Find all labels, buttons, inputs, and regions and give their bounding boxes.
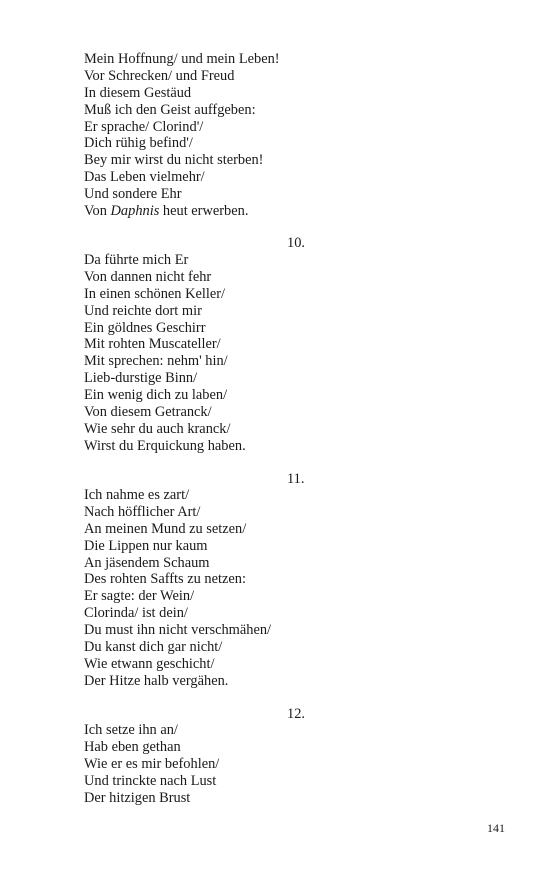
poem-line: Du kanst dich gar nicht/	[84, 639, 223, 656]
poem-line: Von diesem Getranck/	[84, 404, 212, 421]
poem-line: Wie sehr du auch kranck/	[84, 420, 231, 437]
poem-line: Lieb-durstige Binn/	[84, 370, 198, 387]
poem-line: An jäsendem Schaum	[84, 554, 210, 571]
poem-line: Ich setze ihn an/	[84, 722, 178, 738]
poem-line: Nach höfflicher Art/	[84, 503, 201, 520]
poem-line: Muß ich den Geist auffgeben:	[84, 101, 256, 118]
poem-line: Und trinckte nach Lust	[84, 772, 217, 789]
poem-line: Ich nahme es zart/	[84, 487, 190, 503]
poem-line: Und sondere Ehr	[84, 186, 182, 203]
poem-line: Das Leben vielmehr/	[84, 169, 205, 186]
poem-line: Des rohten Saffts zu netzen:	[84, 571, 246, 588]
poem-line: Vor Schrecken/ und Freud	[84, 67, 235, 84]
poem-line: Ein wenig dich zu laben/	[84, 387, 228, 404]
stanza-9	[84, 51, 504, 220]
poem-line-last	[84, 203, 504, 220]
poem-line: Der hitzigen Brust	[84, 789, 191, 806]
poem-line: Mit rohten Muscateller/	[84, 336, 221, 353]
stanza-number-12: 12.	[287, 706, 305, 722]
poem-line: Da führte mich Er	[84, 252, 189, 268]
poem-line: Du must ihn nicht verschmähen/	[84, 622, 272, 639]
poem-line: Wie etwann geschicht/	[84, 655, 215, 672]
poem-line: Er sagte: der Wein/	[84, 588, 195, 605]
poem-line: Hab eben gethan	[84, 738, 181, 755]
poem-line: Die Lippen nur kaum	[84, 537, 208, 554]
stanza-11	[84, 487, 504, 690]
stanza-number-10: 10.	[287, 235, 305, 251]
poem-line: Wie er es mir befohlen/	[84, 755, 220, 772]
stanza-12	[84, 722, 504, 806]
poem-line: In einen schönen Keller/	[84, 285, 226, 302]
poem-line: Er sprache/ Clorind'/	[84, 118, 204, 135]
line-prefix: Von	[84, 203, 111, 220]
stanza-10	[84, 252, 504, 455]
poem-line: Von dannen nicht fehr	[84, 268, 212, 285]
stanza-number-11: 11.	[287, 471, 305, 487]
poem-line: Mit sprechen: nehm' hin/	[84, 353, 228, 370]
italic-name: Daphnis	[110, 203, 160, 220]
page-number: 141	[487, 821, 505, 835]
poem-line: Clorinda/ ist dein/	[84, 605, 188, 622]
poem-line: Der Hitze halb vergähen.	[84, 672, 229, 689]
poem-line: Mein Hoffnung/ und mein Leben!	[84, 51, 280, 67]
poem-line: Bey mir wirst du nicht sterben!	[84, 152, 264, 169]
poem-line: Und reichte dort mir	[84, 302, 202, 319]
poem-line: Dich rühig befind'/	[84, 135, 193, 152]
poem-line: An meinen Mund zu setzen/	[84, 520, 247, 537]
poem-line: Ein göldnes Geschirr	[84, 319, 206, 336]
poem-line: In diesem Gestäud	[84, 84, 192, 101]
line-suffix: heut erwerben.	[159, 203, 249, 220]
poem-line: Wirst du Erquickung haben.	[84, 437, 246, 454]
